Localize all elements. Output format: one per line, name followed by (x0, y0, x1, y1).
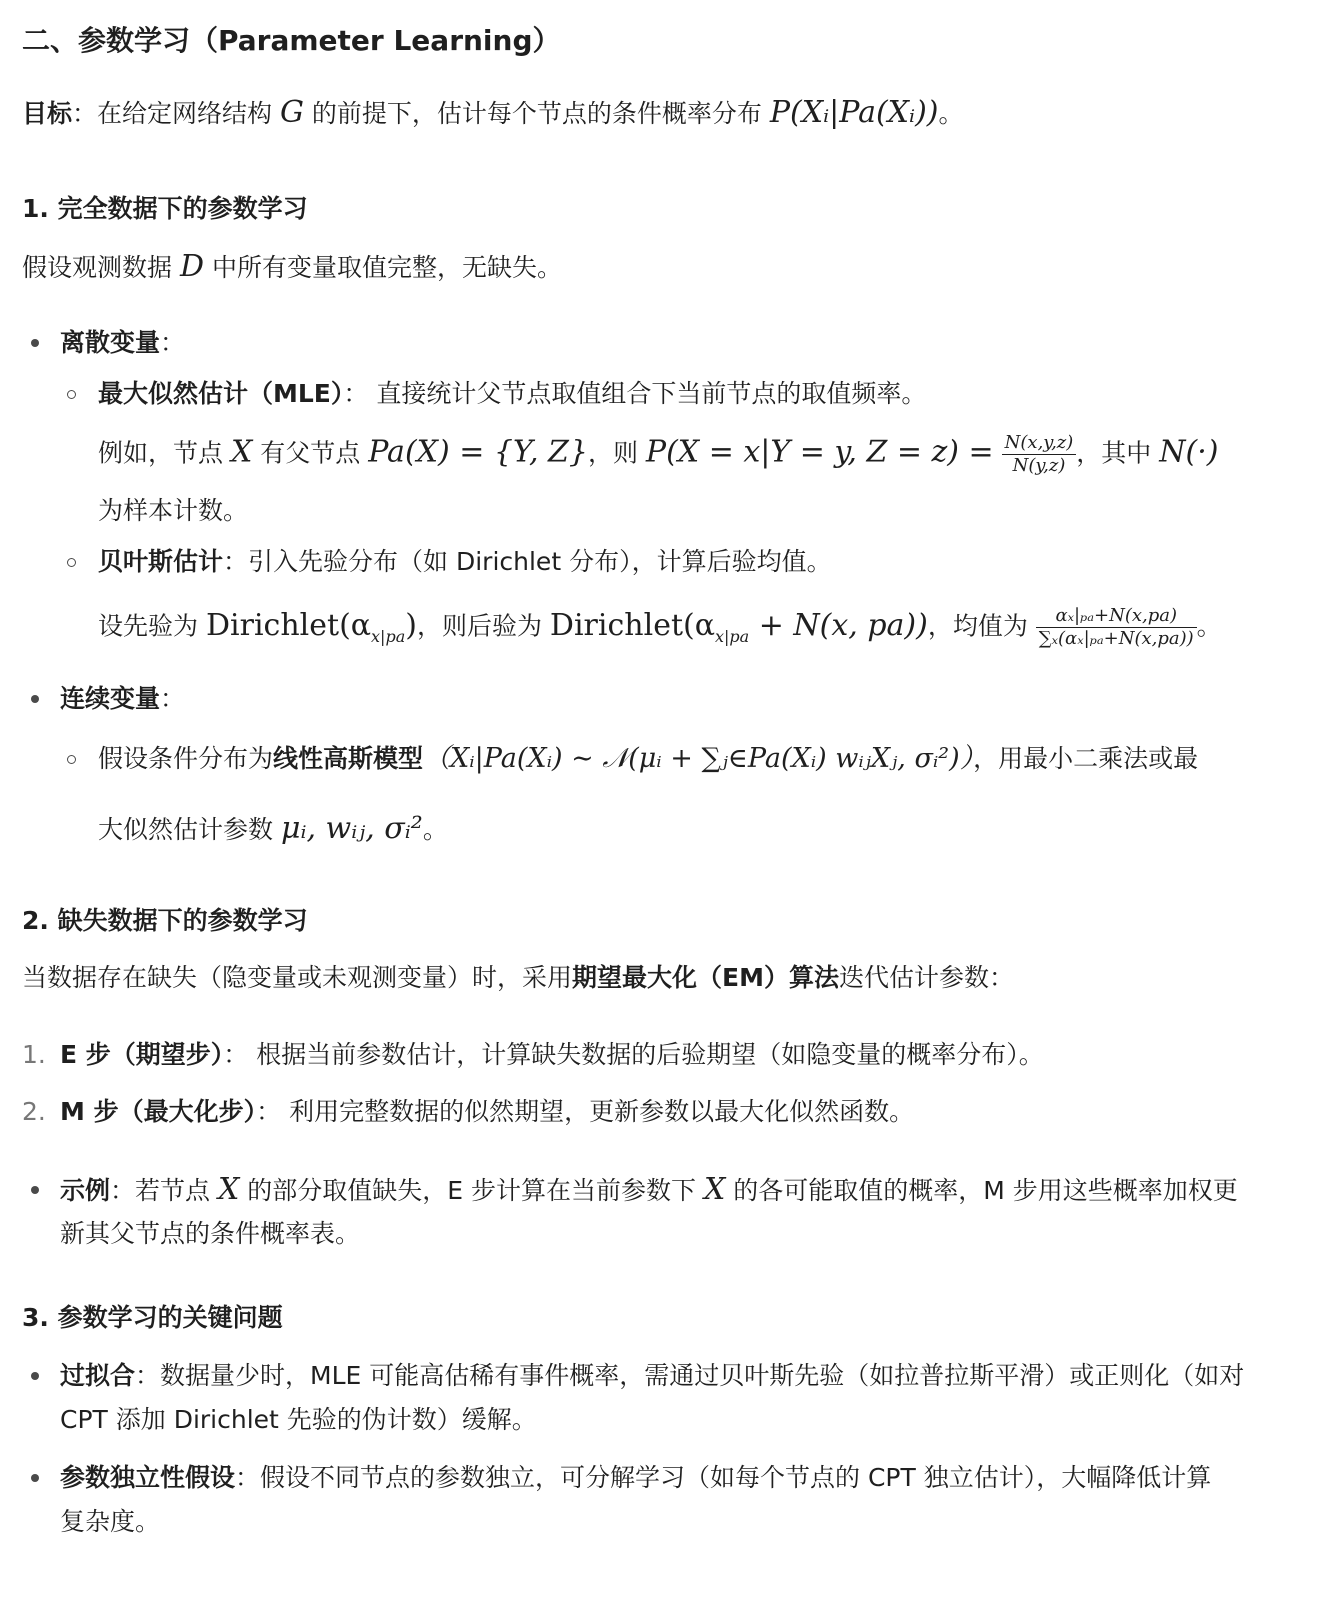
em-step-m: M 步（最大化步）： 利用完整数据的似然期望，更新参数以最大化似然函数。 (60, 1097, 915, 1126)
goal-paragraph: 目标：在给定网络结构 G 的前提下，估计每个节点的条件概率分布 P(Xᵢ|Pa(Xᵢ))。 (22, 95, 964, 130)
section2-heading: 2. 缺失数据下的参数学习 (22, 906, 308, 935)
var-g: G (279, 95, 304, 130)
section2-intro: 当数据存在缺失（隐变量或未观测变量）时，采用期望最大化（EM）算法迭代估计参数： (22, 963, 1014, 992)
section3-heading: 3. 参数学习的关键问题 (22, 1303, 283, 1332)
goal-formula: P(Xᵢ|Pa(Xᵢ)) (769, 95, 939, 130)
posterior-formula: $Dirichlet(\alpha_{x|pa} + N(x$, pa)) (549, 607, 928, 646)
overfitting-item-cont: CPT 添加 Dirichlet 先验的伪计数）缓解。 (60, 1405, 537, 1434)
page-title: 二、参数学习（Parameter Learning） (22, 24, 561, 57)
prior-formula: $Dirichlet(\alpha_{x|pa})$ (205, 607, 417, 646)
mle-fraction: $\frac{N(x,y,z)}{N(y,z)}$ (1002, 432, 1077, 477)
mle-example-cont: 为样本计数。 (98, 496, 249, 525)
overfitting-item: 过拟合：数据量少时，MLE 可能高估稀有事件概率，需通过贝叶斯先验（如拉普拉斯平滑）或正则化（如对 (60, 1361, 1245, 1390)
bullet (31, 695, 39, 703)
em-step-e: E 步（期望步）： 根据当前参数估计，计算缺失数据的后验期望（如隐变量的概率分布）。 (60, 1040, 1044, 1069)
bayes-mean-fraction: $\frac{\text{αₓ|ₚₐ+N(x,pa)}}{\text{∑ₓ(αₓ|ₚₐ+N(x,pa))}}$ (1036, 605, 1197, 650)
em-example: 示例：若节点 X 的部分取值缺失，E 步计算在当前参数下 X 的各可能取值的概率，M 步用这些概率加权更 (60, 1172, 1238, 1207)
independence-item: 参数独立性假设：假设不同节点的参数独立，可分解学习（如每个节点的 CPT 独立估计），大幅降低计算 (60, 1463, 1212, 1492)
bayes-dirichlet: 设先验为 $Dirichlet(\alpha_{x|pa})$，则后验为 $Dirichlet(\alpha_{x|pa} + N(x$, pa))，均值为 $\frac{\text{αₓ|ₚₐ+N(x,pa)}}{\text{∑ₓ(αₓ|ₚₐ+N(x,pa))}}$ 。 (98, 605, 1222, 649)
independence-item-cont: 复杂度。 (60, 1507, 161, 1536)
bayes-item: 贝叶斯估计：引入先验分布（如 Dirichlet 分布），计算后验均值。 (98, 547, 832, 576)
linear-gaussian-formula: （Xᵢ|Pa(Xᵢ) ∼ 𝒩(μᵢ + ∑ⱼ∈Pa(Xᵢ) wᵢⱼXⱼ, σᵢ²)） (423, 743, 974, 774)
bullet (31, 1372, 39, 1380)
continuous-line1: 假设条件分布为线性高斯模型（Xᵢ|Pa(Xᵢ) ∼ 𝒩(μᵢ + ∑ⱼ∈Pa(Xᵢ) wᵢⱼXⱼ, σᵢ²)），用最小二乘法或最 (98, 743, 1199, 774)
discrete-heading: 离散变量： (60, 328, 186, 357)
section1-heading: 1. 完全数据下的参数学习 (22, 194, 308, 223)
bullet (31, 1186, 39, 1194)
mle-item: 最大似然估计（MLE）： 直接统计父节点取值组合下当前节点的取值频率。 (98, 379, 927, 408)
mle-conditional-formula: P(X = x|Y = y, Z = z) = (645, 434, 994, 470)
var-d: D (179, 249, 205, 284)
list-number: 1. (22, 1040, 46, 1069)
list-number: 2. (22, 1097, 46, 1126)
sub-bullet (67, 755, 76, 764)
continuous-line2: 大似然估计参数 μᵢ, wᵢⱼ, σᵢ²。 (98, 811, 448, 846)
goal-label: 目标 (22, 99, 73, 128)
mle-example: 例如，节点 X 有父节点 Pa(X) = {Y, Z}，则 P(X = x|Y = y, Z = z) = $\frac{N(x,y,z)}{N(y,z)}$ ，其中 N(·) (98, 432, 1219, 476)
mle-parents-formula: Pa(X) = {Y, Z} (368, 434, 588, 470)
bullet (31, 339, 39, 347)
sub-bullet (67, 558, 76, 567)
section1-intro: 假设观测数据 D 中所有变量取值完整，无缺失。 (22, 249, 562, 284)
sub-bullet (67, 390, 76, 399)
bullet (31, 1474, 39, 1482)
em-example-cont: 新其父节点的条件概率表。 (60, 1219, 361, 1248)
continuous-heading: 连续变量： (60, 684, 186, 713)
